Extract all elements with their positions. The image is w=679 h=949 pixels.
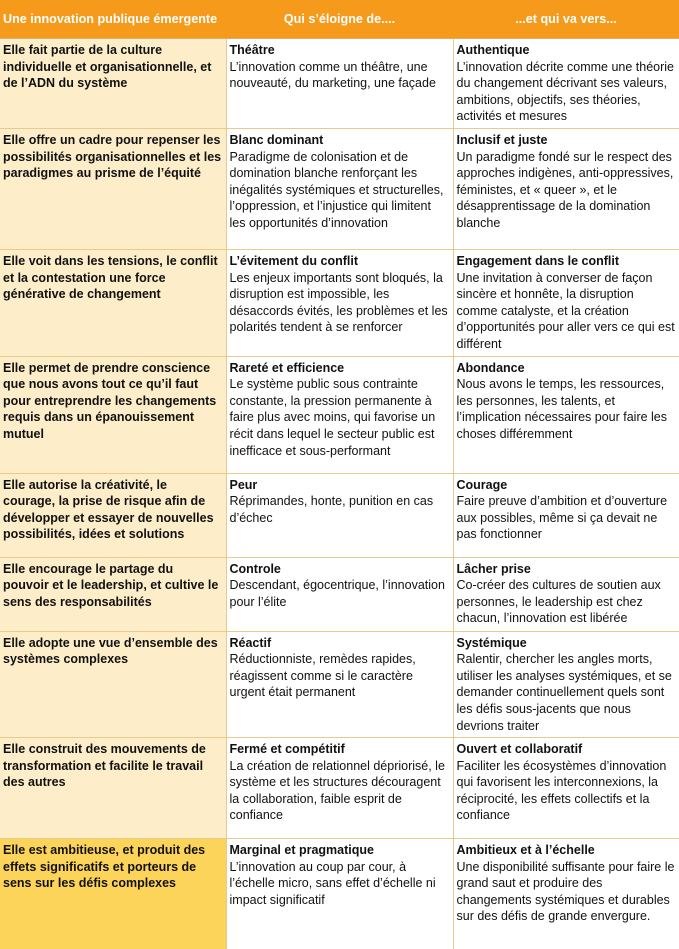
from-text: Le système public sous contrainte constante, la pression permanente à faire plus avec moins, qui favorise un récit dans lequel le secteur public est inefficace et sous-performant xyxy=(229,377,436,458)
from-cell xyxy=(226,128,453,249)
principle-cell: Elle autorise la créativité, le courage, la prise de risque afin de développer et essayer de nouvelles possibilités, idées et solutions xyxy=(0,473,226,557)
to-title: Engagement dans le conflit xyxy=(456,253,620,268)
from-text: Réprimandes, honte, punition en cas d’échec xyxy=(229,494,434,525)
from-text: La création de relationnel dépriorisé, le système et les structures découragent la collaboration, faible esprit de confiance xyxy=(229,758,445,823)
from-cell xyxy=(226,738,453,839)
principle-cell: Elle est ambitieuse, et produit des effets significatifs et porteurs de sens sur les défis complexes xyxy=(0,839,226,949)
from-title: Fermé et compétitif xyxy=(229,742,345,757)
to-cell xyxy=(453,839,679,949)
from-text: Réductionniste, remèdes rapides, réagissent comme si le caractère urgent était permanent xyxy=(229,652,416,700)
from-text: L’innovation au coup par cour, à l’échelle micro, sans effet d’échelle ni impact significatif xyxy=(229,859,436,907)
to-title: Courage xyxy=(456,477,508,492)
table-row xyxy=(0,631,679,738)
table-row xyxy=(0,839,679,949)
from-title: Marginal et pragmatique xyxy=(229,843,374,858)
from-cell xyxy=(226,839,453,949)
principle-cell: Elle adopte une vue d’ensemble des systèmes complexes xyxy=(0,631,226,738)
to-cell xyxy=(453,356,679,473)
header-emergent: Une innovation publique émergente xyxy=(0,0,226,39)
to-title: Ouvert et collaboratif xyxy=(456,742,583,757)
to-title: Lâcher prise xyxy=(456,561,531,576)
header-moving-toward: ...et qui va vers... xyxy=(453,0,679,39)
to-text: Une invitation à converser de façon sincère et honnête, la disruption comme catalyste, et la création d’opportunités pour aller vers ce qui est différent xyxy=(456,270,675,351)
to-title: Inclusif et juste xyxy=(456,132,548,147)
table-row xyxy=(0,249,679,356)
principle-cell: Elle construit des mouvements de transformation et facilite le travail des autres xyxy=(0,738,226,839)
from-text: Les enjeux importants sont bloqués, la disruption est impossible, les désaccords évités, les problèmes et les polarités tendent à se renforcer xyxy=(229,270,448,335)
from-cell xyxy=(226,356,453,473)
principle-cell: Elle offre un cadre pour repenser les possibilités organisationnelles et les paradigmes au prisme de l’équité xyxy=(0,128,226,249)
to-title: Systémique xyxy=(456,635,527,650)
to-text: Faire preuve d’ambition et d’ouverture aux possibles, même si ça devait ne pas fonctionner xyxy=(456,494,668,542)
from-cell xyxy=(226,473,453,557)
principle-cell: Elle voit dans les tensions, le conflit et la contestation une force générative de changement xyxy=(0,249,226,356)
from-title: Théâtre xyxy=(229,43,275,57)
from-title: Controle xyxy=(229,561,281,576)
header-moving-away: Qui s’éloigne de.... xyxy=(226,0,453,39)
to-text: Un paradigme fondé sur le respect des approches indigènes, anti-oppressives, féministes, et « queer », et le désapprentissage de la domination blanche xyxy=(456,149,674,230)
table-row xyxy=(0,39,679,129)
from-title: L’évitement du conflit xyxy=(229,253,358,268)
to-cell xyxy=(453,631,679,738)
principle-cell: Elle permet de prendre conscience que nous avons tout ce qu’il faut pour entreprendre les changements requis dans un épanouissement mutuel xyxy=(0,356,226,473)
to-cell xyxy=(453,249,679,356)
to-cell xyxy=(453,738,679,839)
to-text: L’innovation décrite comme une théorie du changement décrivant ses valeurs, ambitions, objectifs, ses théories, activités et mesures xyxy=(456,59,674,124)
header-row xyxy=(0,0,679,39)
table-row xyxy=(0,738,679,839)
from-title: Peur xyxy=(229,477,258,492)
to-text: Nous avons le temps, les ressources, les personnes, les talents, et l’implication nécessaires pour faire les choses différemment xyxy=(456,377,668,441)
to-text: Une disponibilité suffisante pour faire le grand saut et produire des changements systémiques et durables sur des défis de grande envergure. xyxy=(456,859,675,924)
to-title: Abondance xyxy=(456,360,525,375)
from-cell xyxy=(226,557,453,631)
to-cell xyxy=(453,473,679,557)
principle-cell: Elle encourage le partage du pouvoir et le leadership, et cultive le sens des responsabilités xyxy=(0,557,226,631)
from-cell xyxy=(226,631,453,738)
from-cell xyxy=(226,249,453,356)
to-cell xyxy=(453,39,679,129)
from-title: Blanc dominant xyxy=(229,132,324,147)
from-text: Descendant, égocentrique, l’innovation pour l’élite xyxy=(229,578,445,609)
to-title: Authentique xyxy=(456,43,530,57)
to-text: Faciliter les écosystèmes d’innovation qui favorisent les interconnexions, la réciprocité, les effets collectifs et la confiance xyxy=(456,758,667,823)
to-text: Co-créer des cultures de soutien aux personnes, le leadership est chez chacun, l’innovation est libérée xyxy=(456,578,661,626)
to-cell xyxy=(453,128,679,249)
from-title: Réactif xyxy=(229,635,272,650)
table-row xyxy=(0,557,679,631)
to-title: Ambitieux et à l’échelle xyxy=(456,843,595,858)
principle-cell: Elle fait partie de la culture individuelle et organisationnelle, et de l’ADN du système xyxy=(0,39,226,129)
from-cell xyxy=(226,39,453,129)
table-row xyxy=(0,356,679,473)
table-row xyxy=(0,473,679,557)
from-text: Paradigme de colonisation et de domination blanche renforçant les inégalités systémiques et structurelles, l’oppression, et l’injustice qui limitent les opportunités d’innovation xyxy=(229,149,444,230)
from-title: Rareté et efficience xyxy=(229,360,345,375)
to-cell xyxy=(453,557,679,631)
table-row xyxy=(0,128,679,249)
from-text: L’innovation comme un théâtre, une nouveauté, du marketing, une façade xyxy=(229,59,436,91)
to-text: Ralentir, chercher les angles morts, utiliser les analyses systémiques, et se demander continuellement quels sont les défis sous-jacents que nous devrions traiter xyxy=(456,652,672,733)
